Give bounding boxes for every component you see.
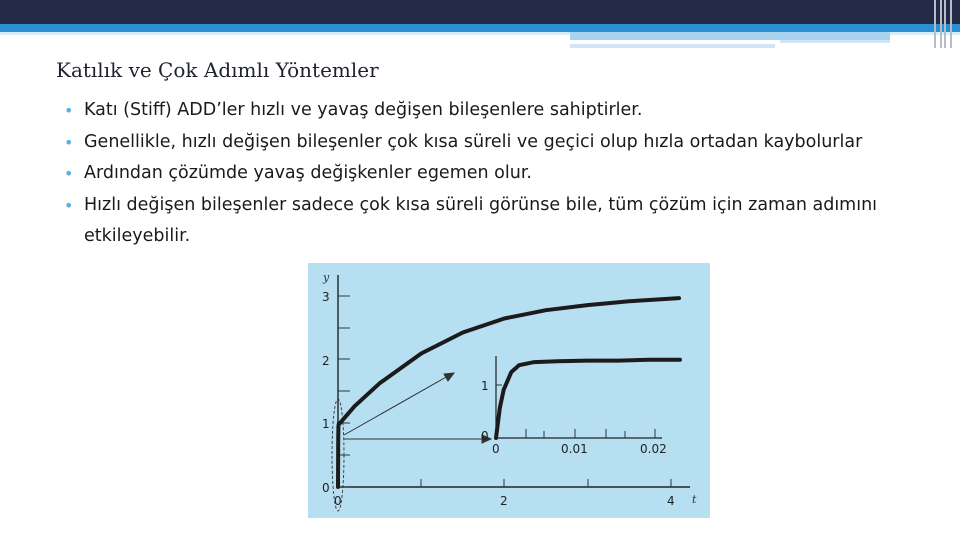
bullet-item: [62, 190, 882, 253]
main-y-axis-label: y: [323, 271, 330, 284]
inset-x-tick-label: 0.02: [640, 442, 667, 456]
inset-x-tick-label: 0.01: [561, 442, 588, 456]
stiff-solution-figure: [308, 263, 710, 518]
inset-y-tick-label: 0: [481, 429, 489, 443]
main-x-axis-label: t: [692, 493, 697, 506]
decorative-bar: [780, 40, 890, 43]
bullet-item: [62, 158, 882, 190]
decorative-bar: [570, 32, 890, 40]
bullet-text: Katı (Stiff) ADD’ler hızlı ve yavaş değişen bileşenlere sahiptirler.: [84, 100, 643, 120]
series-layer: [338, 298, 680, 487]
main-y-tick-label: 2: [322, 354, 330, 368]
bullet-text: Ardından çözümde yavaş değişkenler egemen olur.: [84, 163, 532, 183]
round-bullet-icon: •: [64, 164, 74, 183]
bullet-item: [62, 95, 882, 127]
header-accent-line: [0, 24, 960, 32]
decorative-bar: [570, 44, 775, 48]
decorative-vertical-bars: [930, 0, 960, 48]
inset-y-tick-label: 1: [481, 379, 489, 393]
callout-arrows: [344, 373, 491, 443]
figure-canvas: [308, 263, 710, 518]
main-x-ticks: [421, 479, 671, 487]
round-bullet-icon: •: [64, 195, 74, 215]
round-bullet-icon: •: [64, 132, 74, 152]
main-solution-curve: [338, 298, 679, 487]
inset-transient-curve: [496, 360, 680, 438]
inset-x-tick-label: 0: [492, 442, 500, 456]
bullet-list: [62, 95, 882, 253]
main-x-tick-label: 4: [667, 494, 675, 508]
bullet-text: Hızlı değişen bileşenler sadece çok kısa süreli görünse bile, tüm çözüm için zaman adımını etkileyebilir.: [84, 194, 878, 246]
main-y-tick-label: 3: [322, 290, 330, 304]
slide-title: Katılık ve Çok Adımlı Yöntemler: [56, 58, 379, 82]
main-y-tick-label: 1: [322, 417, 330, 431]
main-x-tick-label: 2: [500, 494, 508, 508]
inset-ticks: [496, 385, 655, 438]
round-bullet-icon: •: [64, 101, 74, 120]
bullet-text: Genellikle, hızlı değişen bileşenler çok kısa süreli ve geçici olup hızla ortadan kaybolurlar: [84, 131, 863, 152]
bullet-item: [62, 127, 882, 159]
main-y-tick-label: 0: [322, 481, 330, 495]
header-band: [0, 0, 960, 24]
main-x-tick-label: 0: [334, 494, 342, 508]
